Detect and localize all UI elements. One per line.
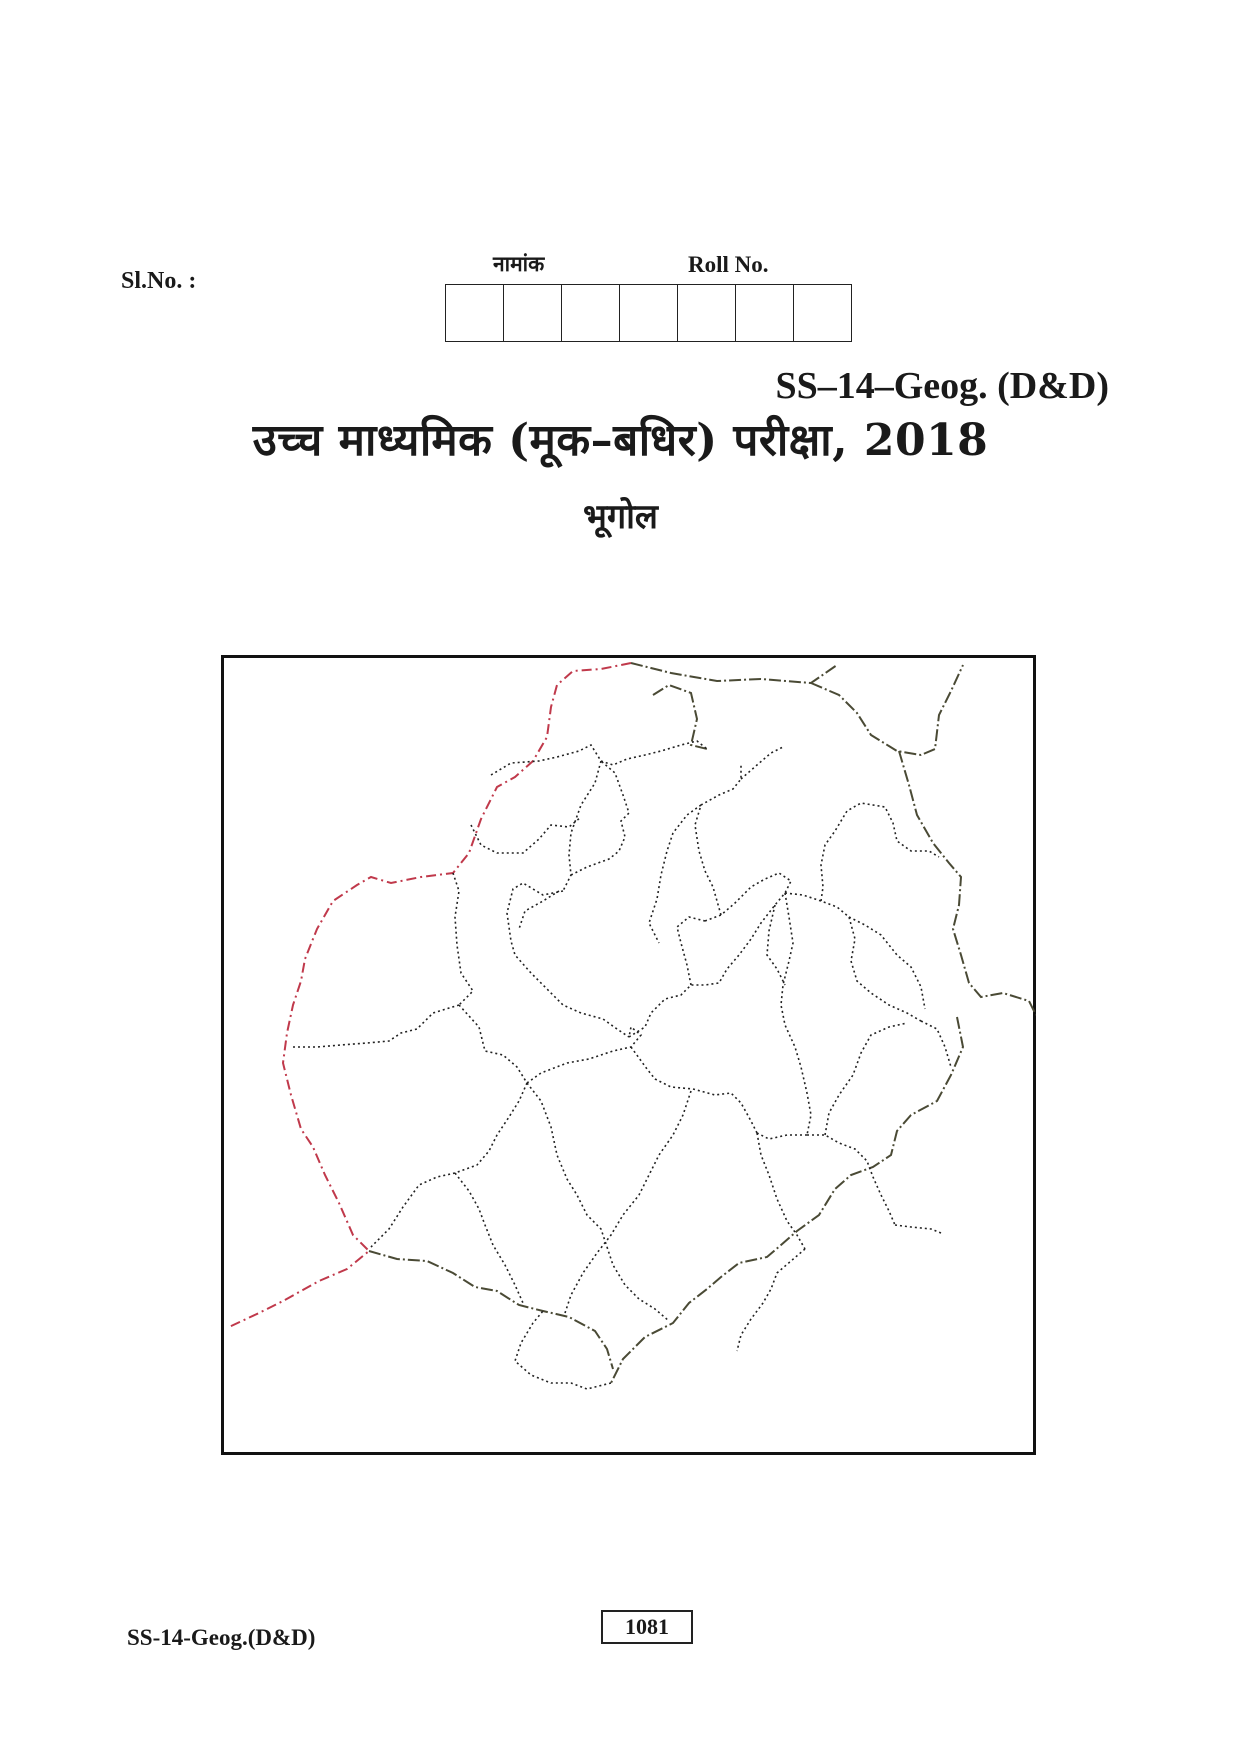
state-boundary: [369, 663, 1036, 1383]
serial-number-label: Sl.No. :: [121, 268, 197, 294]
roll-number-box[interactable]: [794, 285, 851, 341]
paper-code: SS–14–Geog. (D&D): [775, 365, 1109, 407]
roll-number-box[interactable]: [678, 285, 736, 341]
map-border: [223, 657, 1035, 1454]
roll-number-box[interactable]: [620, 285, 678, 341]
roll-number-box[interactable]: [562, 285, 620, 341]
roll-number-box[interactable]: [446, 285, 504, 341]
roll-number-label: Roll No.: [688, 252, 769, 277]
roll-number-label-hindi: नामांक: [493, 252, 545, 276]
roll-number-box[interactable]: [504, 285, 562, 341]
roll-number-boxes: [445, 284, 852, 342]
subject-title: भूगोल: [583, 497, 658, 537]
roll-number-box[interactable]: [736, 285, 794, 341]
international-border: [229, 663, 631, 1327]
page-number: 1081: [601, 1610, 693, 1644]
rajasthan-outline-map: [221, 655, 1036, 1455]
exam-title: उच्च माध्यमिक (मूक–बधिर) परीक्षा, 2018: [252, 415, 989, 466]
footer-paper-code: SS-14-Geog.(D&D): [127, 1625, 316, 1650]
